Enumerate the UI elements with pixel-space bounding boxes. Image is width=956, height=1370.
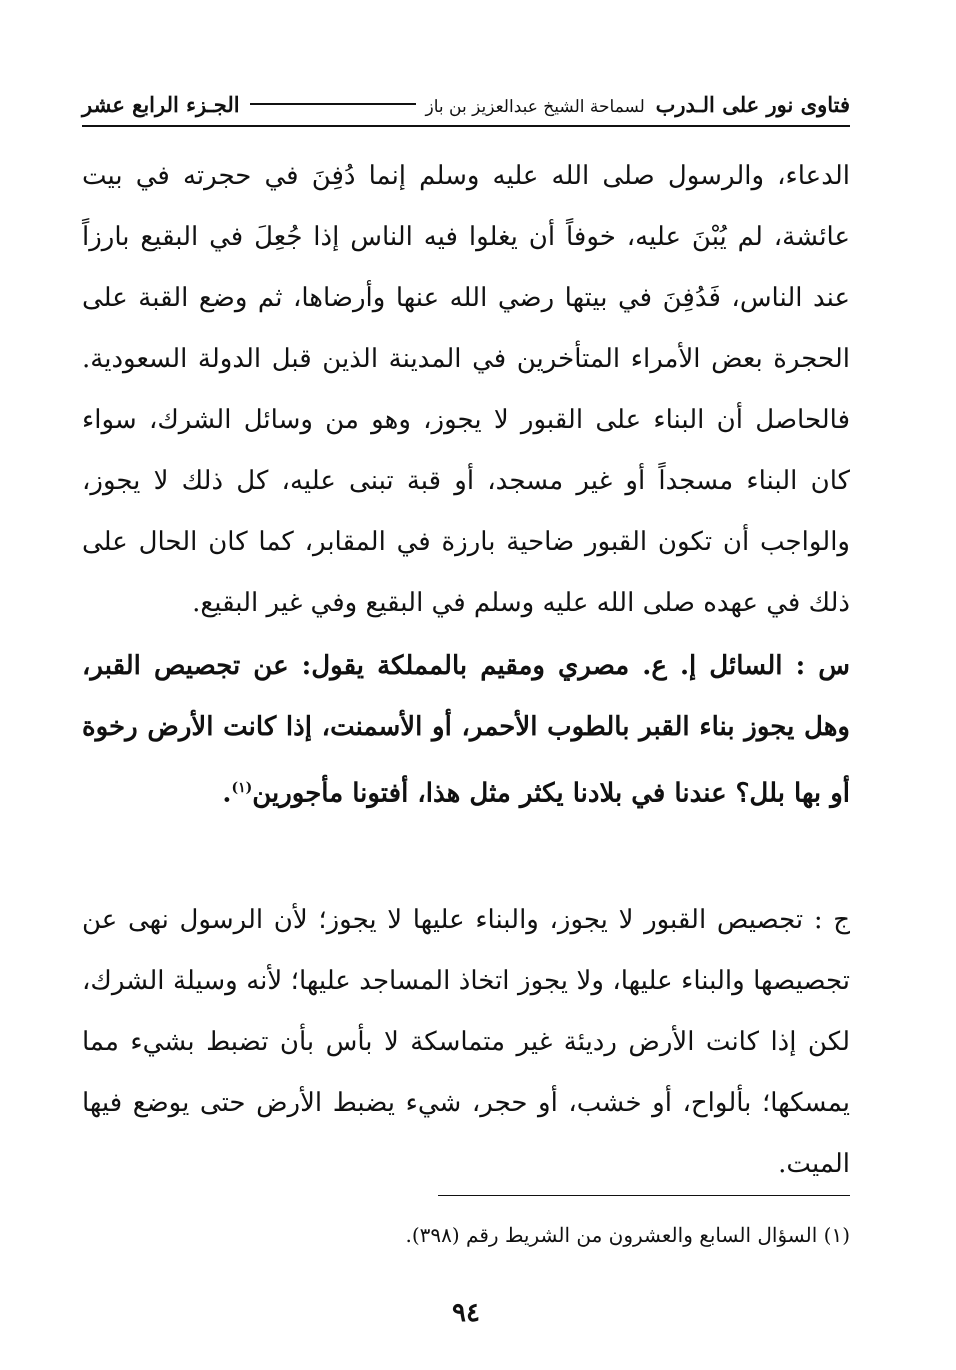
page-number: ٩٤ [452,1298,480,1328]
header-dash [250,103,416,105]
answer-text: تجصيص القبور لا يجوز، والبناء عليها لا يجوز؛ لأن الرسول نهى عن تجصيصها والبناء عليها، ولا يجوز اتخاذ المساجد عليها؛ لأنه وسيلة الشرك، لكن إذا كانت الأرض رديئة غير متماسكة لا بأس بأن تضبط بشيء مما يمسكها؛ بألواح، أو خشب، أو حجر، شيء يضبط الأرض حتى يوضع فيها الميت. [82,905,850,1179]
question-paragraph [82,636,850,825]
page [82,0,850,1370]
body-paragraph: الدعاء، والرسول صلى الله عليه وسلم إنما دُفِنَ في حجرته في بيت عائشة، لم يُبْنَ عليه، خوفاً أن يغلوا فيه الناس إذا جُعِلَ في البقيع بارزاً عند الناس، فَدُفِنَ في بيتها رضي الله عنها وأرضاها، ثم وضع القبة على الحجرة بعض الأمراء المتأخرين في المدينة الذين قبل الدولة السعودية. فالحاصل أن البناء على القبور لا يجوز، وهو من وسائل الشرك، سواء كان البناء مسجداً أو غير مسجد، أو قبة تبنى عليه، كل ذلك لا يجوز، والواجب أن تكون القبور ضاحية بارزة في المقابر، كما كان الحال على ذلك في عهده صلى الله عليه وسلم في البقيع وفي غير البقيع. [82,161,850,618]
footnote: (١) السؤال السابع والعشرون من الشريط رقم (٣٩٨). [405,1223,850,1247]
answer-prefix: ج : [813,905,851,935]
header-series-author [426,92,850,117]
question-text: السائل إ. ع. مصري ومقيم بالمملكة يقول: عن تجصيص القبر، وهل يجوز بناء القبر بالطوب الأحمر، أو الأسمنت، إذا كانت الأرض رخوة أو بها بلل؟ عندنا في بلادنا يكثر مثل هذا، أفتونا مأجورين [82,651,850,809]
book-author: لسماحة الشيخ عبدالعزيز بن باز [425,96,645,117]
footnote-ref: (١) [231,780,253,796]
answer-paragraph [82,890,850,1195]
volume-label: الجـزء الرابع عشر [82,91,240,117]
running-header [82,86,850,122]
question-prefix: س : [795,651,850,681]
footnote-separator [438,1195,850,1196]
header-rule [82,125,850,127]
question-end: . [222,778,232,809]
book-series-title: فتاوى نور على الـدرب [655,91,850,117]
